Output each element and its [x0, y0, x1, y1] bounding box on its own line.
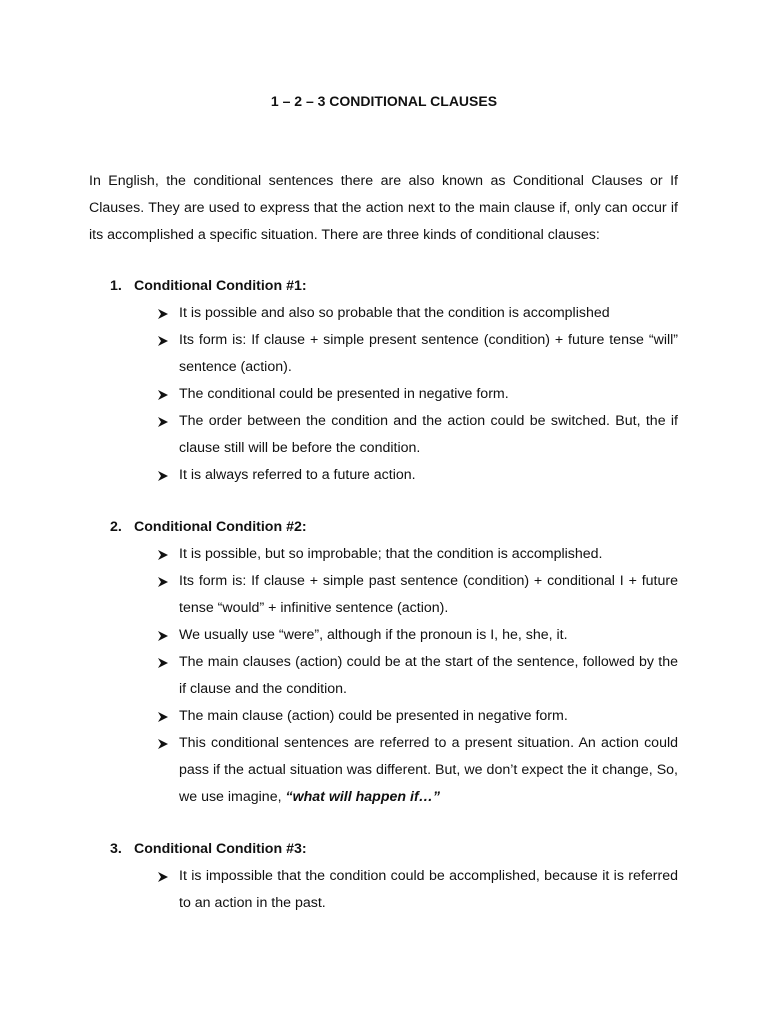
section-number: 3.: [110, 841, 122, 857]
bullet-list: [89, 300, 678, 489]
bullet-text: This conditional sentences are referred to a present situation. An action could pass if the actual situation was different. But, we don’t expect the it change, So, we use imagine,: [179, 735, 678, 805]
arrowhead-bullet-icon: [158, 712, 168, 722]
bullet-text: Its form is: If clause + simple present sentence (condition) + future tense “will” sentence (action).: [179, 332, 678, 375]
bullet-text: It is possible, but so improbable; that the condition is accomplished.: [179, 546, 603, 562]
arrowhead-bullet-icon: [158, 658, 168, 668]
bullet-text: It is impossible that the condition could be accomplished, because it is referred to an action in the past.: [179, 868, 678, 911]
list-item: [89, 408, 678, 462]
section-3: [89, 836, 678, 917]
list-item: [89, 327, 678, 381]
list-item: [89, 649, 678, 703]
section-heading: [89, 514, 678, 541]
arrowhead-bullet-icon: [158, 577, 168, 587]
bullet-list: [89, 863, 678, 917]
arrowhead-bullet-icon: [158, 336, 168, 346]
list-item: [89, 381, 678, 408]
bullet-text: The main clause (action) could be presented in negative form.: [179, 708, 568, 724]
section-title: Conditional Condition #1:: [134, 278, 307, 294]
section-heading: [89, 836, 678, 863]
page-title: 1 – 2 – 3 CONDITIONAL CLAUSES: [270, 93, 498, 109]
bullet-text: The main clauses (action) could be at the start of the sentence, followed by the if clause and the condition.: [179, 654, 678, 697]
arrowhead-bullet-icon: [158, 309, 168, 319]
list-item: [89, 730, 678, 811]
arrowhead-bullet-icon: [158, 550, 168, 560]
bullet-text: Its form is: If clause + simple past sentence (condition) + conditional I + future tense “would” + infinitive sentence (action).: [179, 573, 678, 616]
bullet-text: The conditional could be presented in negative form.: [179, 386, 509, 402]
bullet-list: [89, 541, 678, 811]
bullet-text: It is always referred to a future action.: [179, 467, 416, 483]
bullet-text: The order between the condition and the action could be switched. But, the if clause still will be before the condition.: [179, 413, 678, 456]
section-2: [89, 514, 678, 811]
arrowhead-bullet-icon: [158, 631, 168, 641]
list-item: [89, 863, 678, 917]
section-title: Conditional Condition #3:: [134, 841, 307, 857]
arrowhead-bullet-icon: [158, 417, 168, 427]
list-item: [89, 541, 678, 568]
section-title: Conditional Condition #2:: [134, 519, 307, 535]
bullet-text: We usually use “were”, although if the pronoun is I, he, she, it.: [179, 627, 568, 643]
list-item: [89, 300, 678, 327]
arrowhead-bullet-icon: [158, 739, 168, 749]
section-number: 1.: [110, 278, 122, 294]
list-item: [89, 622, 678, 649]
list-item: [89, 703, 678, 730]
arrowhead-bullet-icon: [158, 390, 168, 400]
intro-paragraph: In English, the conditional sentences there are also known as Conditional Clauses or If Clauses. They are used to express that the action next to the main clause if, only can occur if its accomplished a specific situation. There are three kinds of conditional clauses:: [89, 173, 678, 243]
list-item: [89, 462, 678, 489]
section-heading: [89, 273, 678, 300]
bullet-text: It is possible and also so probable that the condition is accomplished: [179, 305, 610, 321]
arrowhead-bullet-icon: [158, 471, 168, 481]
section-number: 2.: [110, 519, 122, 535]
list-item: [89, 568, 678, 622]
arrowhead-bullet-icon: [158, 872, 168, 882]
emphasis-quote: “what will happen if…”: [285, 789, 440, 805]
section-1: [89, 273, 678, 489]
